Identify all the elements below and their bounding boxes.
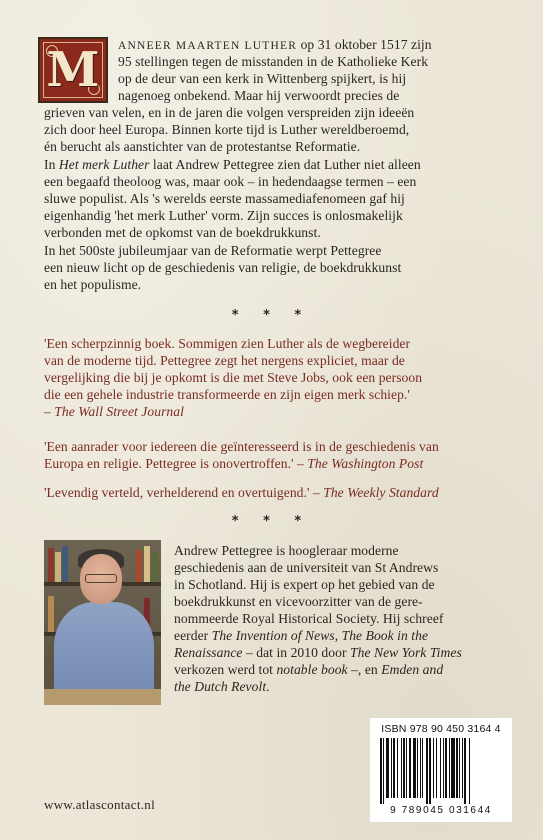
- quote-line: vergelijking die bij je opkomt is die met Steve Jobs, ook een persoon: [44, 370, 423, 385]
- book-title: The Invention of News, The Book in the: [211, 628, 429, 643]
- barcode-bars: [376, 738, 506, 804]
- book-title: the Dutch Revolt: [174, 679, 267, 694]
- barcode-bar: [443, 738, 444, 798]
- barcode-bar: [413, 738, 416, 798]
- barcode-bar: [426, 738, 428, 804]
- quote-line: die een gehele industrie transformeerde en zijn eigen merk schiep.': [44, 387, 410, 402]
- text-run: eerder: [174, 628, 212, 643]
- barcode-digits: 9 789045 031644: [390, 805, 492, 816]
- paragraph-line: en het populisme.: [44, 277, 142, 292]
- barcode-bar: [451, 738, 454, 798]
- barcode-bar: [422, 738, 423, 798]
- intro-line: 95 stellingen tegen de misstanden in de Katholieke Kerk: [118, 54, 429, 69]
- text-run: laat Andrew Pettegree zien dat Luther niet alleen: [149, 157, 421, 172]
- bio-line: nommeerde Royal Historical Society. Hij schreef: [174, 611, 444, 626]
- barcode-bar: [417, 738, 418, 798]
- paragraph-line: eigenhandig 'het merk Luther' vorm. Zijn succes is onlosmakelijk: [44, 208, 403, 223]
- barcode-bar: [409, 738, 411, 798]
- barcode-bar: [445, 738, 447, 798]
- barcode-bar: [380, 738, 382, 804]
- barcode-bar: [433, 738, 434, 798]
- text-run: verkozen werd tot: [174, 662, 277, 677]
- paragraph-line: een begaafd theoloog was, maar ook – in hedendaagse termen – een: [44, 174, 417, 189]
- text-run: – dat in 2010 door: [242, 645, 350, 660]
- intro-line: nagenoeg onbekend. Maar hij verwoordt precies de: [118, 88, 400, 103]
- award-title: notable book: [276, 662, 348, 677]
- barcode-bar: [464, 738, 466, 804]
- section-separator: * * *: [231, 514, 312, 529]
- quote-source: The Washington Post: [307, 456, 424, 471]
- barcode-bar: [469, 738, 470, 804]
- bio-line: in Schotland. Hij is expert op het gebied van de: [174, 577, 435, 592]
- isbn-label: ISBN 978 90 450 3164 4: [381, 723, 501, 735]
- text-run: 'Levendig verteld, verhelderend en overtuigend.' –: [44, 485, 324, 500]
- text-run: –: [44, 404, 55, 419]
- book-title: Renaissance: [174, 645, 243, 660]
- barcode-bar: [429, 738, 431, 804]
- quote-line: 'Een aanrader voor iedereen die geïnteresseerd is in de geschiedenis van: [44, 439, 439, 454]
- section-separator: * * *: [231, 308, 312, 323]
- bio-line: boekdrukkunst en vicevoorzitter van de gere-: [174, 594, 423, 609]
- quote-line: 'Een scherpzinnig boek. Sommigen zien Luther als de wegbereider: [44, 336, 411, 351]
- paragraph-line: sluwe populist. Als 's werelds eerste massamediafenomeen gaf hij: [44, 191, 405, 206]
- intro-line: op 31 oktober 1517 zijn: [300, 37, 432, 52]
- text-run: –, en: [347, 662, 382, 677]
- barcode-bar: [440, 738, 441, 798]
- publisher-website[interactable]: www.atlascontact.nl: [44, 797, 155, 812]
- intro-smallcaps: ANNEER MAARTEN LUTHER: [118, 40, 298, 52]
- quote-source: The Weekly Standard: [323, 485, 439, 500]
- barcode-bar: [436, 738, 437, 798]
- isbn-barcode: [370, 718, 512, 822]
- drop-cap-ornament: [38, 37, 108, 103]
- intro-line: én berucht als aanstichter van de protestantse Reformatie.: [44, 139, 361, 154]
- book-title: Emden and: [381, 662, 444, 677]
- intro-line: op de deur van een kerk in Wittenberg spijkert, is hij: [118, 71, 407, 86]
- text-run: .: [266, 679, 270, 694]
- barcode-bar: [420, 738, 421, 798]
- barcode-bar: [459, 738, 460, 798]
- paragraph-line: verbonden met de opkomst van de boekdrukkunst.: [44, 225, 321, 240]
- barcode-bar: [403, 738, 405, 798]
- barcode-bar: [401, 738, 402, 798]
- barcode-bar: [456, 738, 458, 798]
- quote-line: van de moderne tijd. Pettegree zegt het nergens expliciet, maar de: [44, 353, 405, 368]
- intro-line: zich door heel Europa. Binnen korte tijd is Luther wereldberoemd,: [44, 122, 410, 137]
- intro-line: grieven van velen, en in de jaren die volgen verspreiden zijn ideeën: [44, 105, 415, 120]
- book-title: Het merk Luther: [58, 157, 150, 172]
- barcode-bar: [393, 738, 395, 798]
- barcode-bar: [449, 738, 450, 798]
- barcode-bar: [383, 738, 384, 804]
- bio-line: Andrew Pettegree is hoogleraar moderne: [174, 543, 399, 558]
- barcode-bar: [406, 738, 407, 798]
- publication-title: The New York Times: [349, 645, 462, 660]
- barcode-bar: [462, 738, 463, 798]
- text-run: In: [44, 157, 59, 172]
- barcode-bar: [391, 738, 392, 798]
- paragraph-line: een nieuw licht op de geschiedenis van religie, de boekdrukkunst: [44, 260, 402, 275]
- drop-cap-letter: M: [46, 42, 100, 98]
- bio-line: geschiedenis aan de universiteit van St Andrews: [174, 560, 439, 575]
- quote-source: The Wall Street Journal: [54, 404, 184, 419]
- barcode-bar: [386, 738, 389, 798]
- author-photo: [44, 540, 161, 705]
- barcode-bar: [397, 738, 398, 798]
- paragraph-line: In het 500ste jubileumjaar van de Reformatie werpt Pettegree: [44, 243, 382, 258]
- text-run: Europa en religie. Pettegree is onovertroffen.' –: [44, 456, 308, 471]
